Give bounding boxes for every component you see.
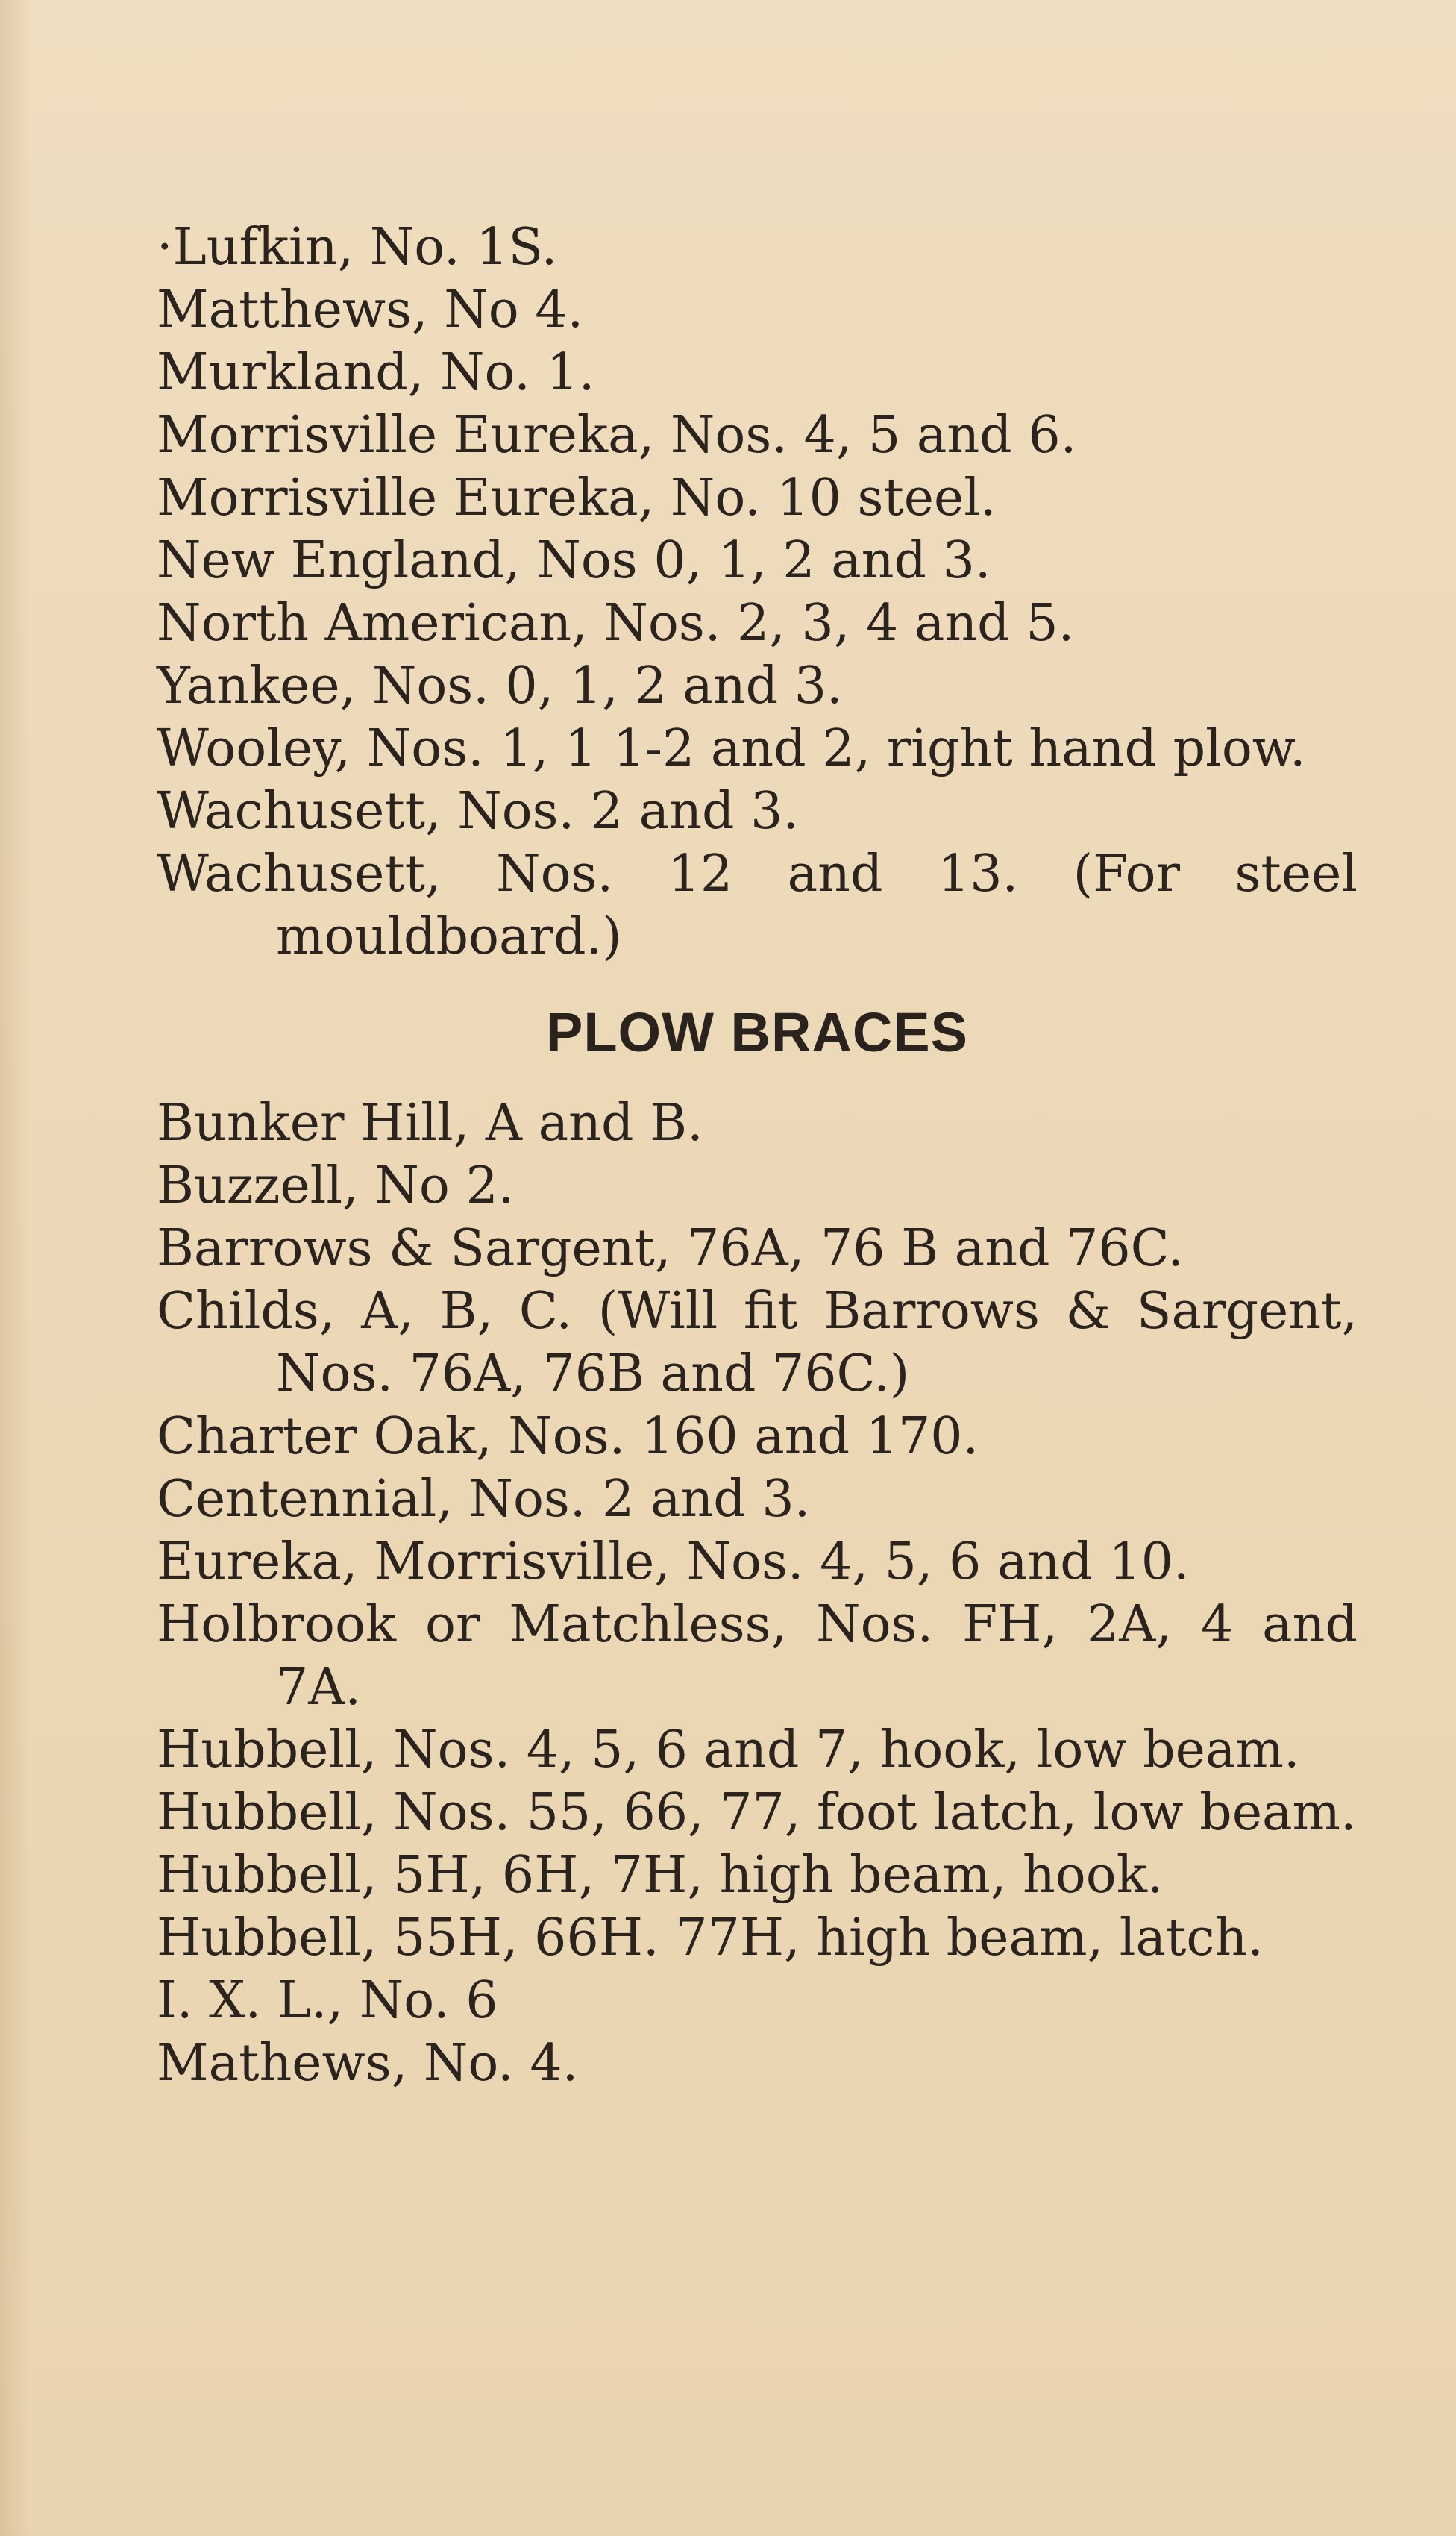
list-item: Holbrook or Matchless, Nos. FH, 2A, 4 and 7A.: [157, 1595, 1358, 1717]
list-item: Eureka, Morrisville, Nos. 4, 5, 6 and 10.: [157, 1532, 1190, 1591]
list-item: Hubbell, 5H, 6H, 7H, high beam, hook.: [157, 1846, 1164, 1905]
list-item: Hubbell, 55H, 66H. 77H, high beam, latch.: [157, 1909, 1264, 1967]
list-item: Morrisville Eureka, Nos. 4, 5 and 6.: [157, 406, 1077, 465]
list-item: Centennial, Nos. 2 and 3.: [157, 1470, 811, 1529]
list-item: Mathews, No. 4.: [157, 2034, 579, 2093]
list-item: Barrows & Sargent, 76A, 76 B and 76C.: [157, 1219, 1184, 1278]
page-content: [157, 216, 1358, 2095]
plow-braces-list: [157, 1092, 1358, 2095]
section-heading: PLOW BRACES: [546, 1001, 968, 1063]
list-item: I. X. L., No. 6: [157, 1971, 498, 2030]
plow-list: [157, 216, 1358, 968]
list-item: Charter Oak, Nos. 160 and 170.: [157, 1407, 979, 1466]
list-item: Murkland, No. 1.: [157, 343, 595, 402]
list-item: Buzzell, No 2.: [157, 1156, 515, 1215]
list-item: Hubbell, Nos. 4, 5, 6 and 7, hook, low beam.: [157, 1721, 1300, 1779]
list-item: North American, Nos. 2, 3, 4 and 5.: [157, 594, 1075, 653]
list-item: ·Lufkin, No. 1S.: [157, 218, 558, 277]
list-item: Yankee, Nos. 0, 1, 2 and 3.: [157, 657, 843, 716]
list-item: Wachusett, Nos. 2 and 3.: [157, 782, 800, 841]
list-item: Wooley, Nos. 1, 1 1-2 and 2, right hand plow.: [157, 719, 1306, 778]
list-item: Childs, A, B, C. (Will fit Barrows & Sargent, Nos. 76A, 76B and 76C.): [157, 1282, 1358, 1403]
list-item: Wachusett, Nos. 12 and 13. (For steel mouldboard.): [157, 845, 1358, 966]
list-item: Hubbell, Nos. 55, 66, 77, foot latch, low beam.: [157, 1783, 1357, 1842]
list-item: New England, Nos 0, 1, 2 and 3.: [157, 531, 991, 590]
list-item: Bunker Hill, A and B.: [157, 1094, 703, 1153]
list-item: Matthews, No 4.: [157, 281, 584, 339]
list-item: Morrisville Eureka, No. 10 steel.: [157, 469, 997, 527]
